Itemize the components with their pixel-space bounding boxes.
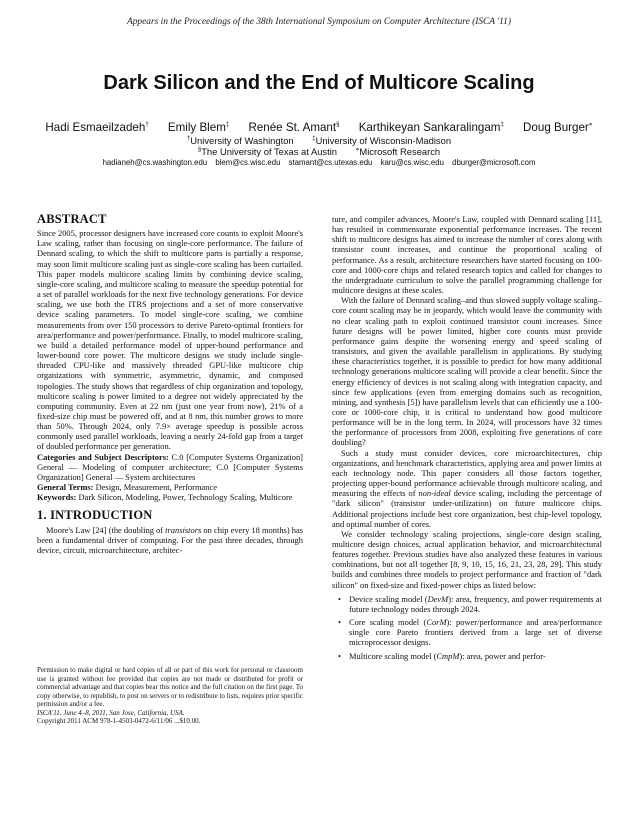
list-item: • Core scaling model (CorM): power/performance and area/performance single core Pareto frontiers derived from a large set of diverse microprocessor designs.	[338, 617, 602, 648]
list-item: • Device scaling model (DevM): area, frequency, and power requirements at future technology nodes through 2024.	[338, 593, 602, 614]
affiliations	[0, 135, 638, 146]
email-link[interactable]: stamant@cs.utexas.edu	[288, 158, 373, 167]
author-list	[0, 121, 638, 134]
body-paragraph: With the failure of Dennard scaling–and thus slowed supply voltage scaling–core count scaling may be in jeopardy, which would leave the community with no clear scaling path to exploit continued transistor count increases. Since future designs will be power limited, higher core counts must provide performance gains despite the worsening energy and speed scaling of transistors, and given the available parallelism in applications. By studying these characteristics together, it is possible to predict for how many additional technology generations multicore scaling will provide a clear benefit. Since the energy efficiency of devices is not scaling along with integration capacity, and since few applications (even from emerging domains such as recognition, mining, and synthesis [5]) have parallelism levels that can efficiently use a 100-core or 1000-core chip, it is critical to understand how good multicore performance will be in the long term. In 2024, will processors have 32 times the performance of processors from 2008, exploiting five generations of core doubling?	[332, 295, 602, 448]
abstract-body: Since 2005, processor designers have increased core counts to exploit Moore's Law scaling, rather than focusing on single-core performance. The failure of Dennard scaling, to which the shift to multicore parts is partially a response, may soon limit multicore scaling just as single-core scaling has been curtailed. This paper models multicore scaling limits by combining device scaling, single-core scaling, and multicore scaling to measure the speedup potential for a set of parallel workloads for the next five technology generations. For device scaling, we use both the ITRS projections and a set of more conservative device scaling parameters. To model single-core scaling, we combine measurements from over 150 processors to derive Pareto-optimal frontiers for area/performance and power/performance. Finally, to model multicore scaling, we build a detailed performance model of upper-bound performance and lower-bound core power. The multicore designs we study include single-threaded CPU-like and massively threaded GPU-like multicore chip organizations with symmetric, asymmetric, dynamic, and composed topologies. The study shows that regardless of chip organization and topology, multicore scaling is power limited to a degree not widely appreciated by the computing community. Even at 22 nm (just one year from now), 21% of a fixed-size chip must be powered off, and at 8 nm, this number grows to more than 50%. Through 2024, only 7.9× average speedup is possible across commonly used parallel workloads, leaving a nearly 24-fold gap from a target of doubled performance per generation.	[37, 228, 303, 452]
copyright-text: Copyright 2011 ACM 978-1-4503-0472-6/11/06 ...$10.00.	[37, 717, 201, 725]
affiliation: ‡University of Wisconsin-Madison	[312, 135, 452, 146]
introduction-heading: 1. INTRODUCTION	[37, 508, 153, 523]
author: Hadi Esmaeilzadeh†	[45, 121, 149, 134]
paper-title: Dark Silicon and the End of Multicore Scaling	[103, 72, 535, 94]
abstract-heading: ABSTRACT	[37, 212, 107, 226]
author: Renée St. Amant§	[248, 121, 340, 134]
keywords: Keywords: Dark Silicon, Modeling, Power, Technology Scaling, Multicore	[37, 492, 293, 503]
email-link[interactable]: blem@cs.wisc.edu	[215, 158, 281, 167]
left-column	[37, 214, 303, 555]
permission-text: Permission to make digital or hard copies of all or part of this work for personal or classroom use is granted without fee provided that copies are not made or distributed for profit or commercial advantage and that copies bear this notice and the full citation on the first page. To copy otherwise, to republish, to post on servers or to redistribute to lists, requires prior specific permission and/or a fee.	[37, 666, 303, 708]
email-link[interactable]: dburger@microsoft.com	[452, 158, 536, 167]
author: Emily Blem‡	[167, 121, 230, 134]
intro-paragraph: Moore's Law [24] (the doubling of transistors on chip every 18 months) has been a fundamental driver of computing. For the past three decades, through device, circuit, microarchitecture, architec-	[37, 524, 303, 555]
body-paragraph: Such a study must consider devices, core microarchitectures, chip organizations, and benchmark characteristics, applying area and power limits at each technology node. This paper considers all those factors together, projecting upper-bound performance achievable through multicore scaling, and measuring the effects of non-ideal device scaling, including the percentage of "dark silicon" (transistor under-utilization) on future multicore chips. Additional projections include best core organization, best chip-level topology, and optimal number of cores.	[332, 447, 602, 529]
author: Doug Burger⋄	[523, 121, 593, 134]
right-column	[332, 214, 602, 664]
list-item: • Multicore scaling model (CmpM): area, power and perfor-	[338, 650, 546, 661]
affiliations	[0, 146, 638, 157]
affiliation: §The University of Texas at Austin	[197, 146, 338, 158]
running-header: Appears in the Proceedings of the 38th International Symposium on Computer Architecture (ISCA '11)	[127, 17, 511, 27]
bullet-icon: •	[338, 593, 341, 604]
author: Karthikeyan Sankaralingam‡	[358, 121, 504, 134]
affiliation: ⋄Microsoft Research	[355, 146, 441, 158]
email-link[interactable]: hadianeh@cs.washington.edu	[102, 158, 208, 167]
model-list	[332, 594, 602, 661]
conference-info: ISCA'11, June 4–8, 2011, San Jose, California, USA.	[37, 708, 185, 717]
email-link[interactable]: karu@cs.wisc.edu	[380, 158, 444, 167]
email-list	[0, 158, 638, 167]
general-terms: General Terms: Design, Measurement, Performance	[37, 482, 217, 493]
body-paragraph: ture, and compiler advances, Moore's Law, coupled with Dennard scaling [11], has resulted in commensurate exponential performance increases. The recent shift to multicore designs has aimed to increase the number of cores along with transistor count increases, and continue the proportional scaling of performance. As a result, architecture researchers have started focusing on 100-core and 1000-core chips and related research topics and called for changes to the undergraduate curriculum to solve the parallel programming challenge for multicore designs at these scales.	[332, 214, 602, 296]
bullet-icon: •	[338, 617, 341, 628]
permission-footnote	[37, 666, 303, 726]
bullet-icon: •	[338, 650, 341, 661]
affiliation: †University of Washington	[186, 135, 294, 146]
categories: Categories and Subject Descriptors: C.0 [Computer Systems Organization] General — Modeling of computer architecture; C.0 [Computer Systems Organization] General — System architectures	[37, 451, 303, 482]
body-paragraph: We consider technology scaling projections, single-core design scaling, multicore design choices, actual application behavior, and microarchitectural features together. Previous studies have also analyzed these features in various combinations, but not all together [8, 9, 10, 15, 16, 21, 23, 28, 29]. This study builds and combines three models to project performance and fraction of "dark silicon" on fixed-size and fixed-power chips as listed below:	[332, 528, 602, 590]
